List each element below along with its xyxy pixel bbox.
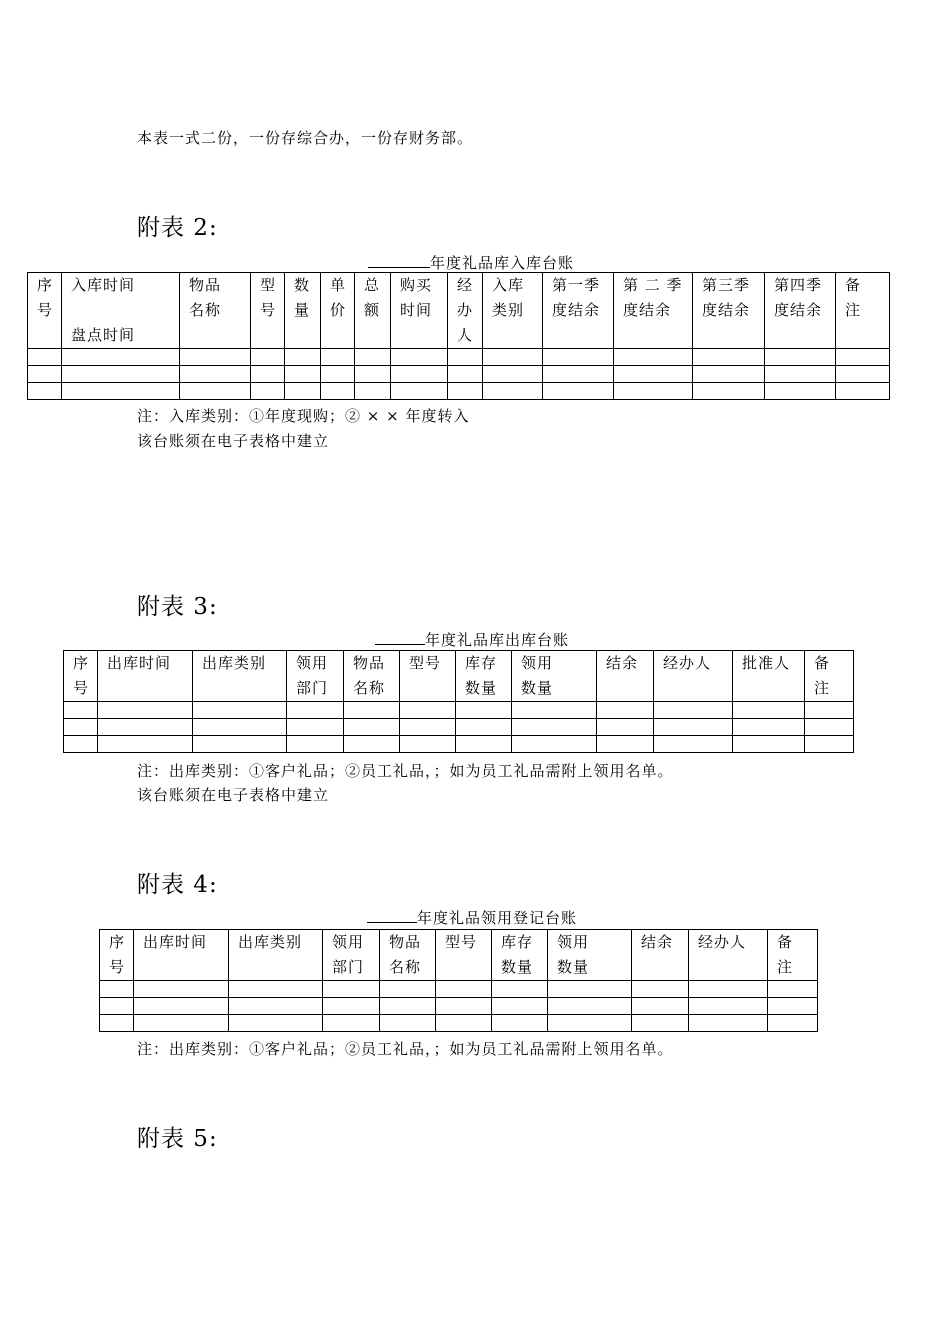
table-row — [28, 349, 890, 366]
appendix3-header-row — [64, 651, 854, 702]
header-cell: 购买 时间 — [391, 273, 448, 349]
header-cell: 备 注 — [836, 273, 890, 349]
header-cell: 出库时间 — [98, 651, 193, 702]
header-cell: 出库类别 — [193, 651, 287, 702]
header-cell: 型号 — [400, 651, 456, 702]
header-cell: 备 注 — [805, 651, 854, 702]
appendix3-title-text: 年度礼品库出库台账 — [425, 631, 570, 649]
year-blank — [367, 910, 417, 923]
appendix5-heading: 附表 5: — [137, 1126, 218, 1152]
appendix2-note-2: 该台账须在电子表格中建立 — [137, 432, 330, 450]
header-cell: 领用 部门 — [287, 651, 344, 702]
appendix2-title-text: 年度礼品库入库台账 — [430, 254, 575, 272]
header-cell: 物品 名称 — [380, 930, 436, 981]
appendix4-note-1: 注：出库类别：①客户礼品；②员工礼品，；如为员工礼品需附上领用名单。 — [137, 1040, 674, 1058]
header-cell: 备 注 — [768, 930, 818, 981]
table-row — [28, 366, 890, 383]
header-cell: 领用 数量 — [548, 930, 632, 981]
header-cell: 第三季 度结余 — [693, 273, 765, 349]
header-cell: 单 价 — [321, 273, 355, 349]
table-row — [100, 998, 818, 1015]
header-cell: 经办人 — [654, 651, 733, 702]
header-cell: 库存 数量 — [456, 651, 512, 702]
header-cell: 型 号 — [251, 273, 285, 349]
table-row — [100, 1015, 818, 1032]
table-row — [28, 383, 890, 400]
year-blank — [368, 255, 430, 268]
header-cell: 经办人 — [689, 930, 768, 981]
appendix3-heading: 附表 3: — [137, 594, 218, 620]
appendix3-table — [63, 650, 854, 753]
appendix2-note-1: 注：入库类别：①年度现购；② × × 年度转入 — [137, 407, 470, 425]
appendix4-header-row — [100, 930, 818, 981]
appendix4-heading: 附表 4: — [137, 872, 218, 898]
appendix2-header-row — [28, 273, 890, 349]
header-cell: 第一季 度结余 — [543, 273, 614, 349]
appendix4-title-text: 年度礼品领用登记台账 — [417, 909, 578, 927]
header-cell: 第四季 度结余 — [765, 273, 836, 349]
header-cell: 数 量 — [285, 273, 321, 349]
appendix3-note-2: 该台账须在电子表格中建立 — [137, 786, 330, 804]
header-cell: 型号 — [436, 930, 492, 981]
appendix2-title — [368, 252, 574, 273]
header-cell: 结余 — [632, 930, 689, 981]
year-blank — [375, 632, 425, 645]
table-row — [64, 736, 854, 753]
appendix2-table — [27, 272, 890, 400]
header-cell: 出库类别 — [229, 930, 323, 981]
header-cell: 经 办 人 — [448, 273, 483, 349]
header-cell: 物品 名称 — [180, 273, 251, 349]
header-cell: 入库时间 盘点时间 — [62, 273, 180, 349]
header-cell: 序 号 — [100, 930, 134, 981]
header-cell: 批准人 — [733, 651, 805, 702]
header-cell: 物品 名称 — [344, 651, 400, 702]
appendix3-note-1: 注：出库类别：①客户礼品；②员工礼品，；如为员工礼品需附上领用名单。 — [137, 762, 674, 780]
header-cell: 总 额 — [355, 273, 391, 349]
header-cell: 第 二 季 度结余 — [614, 273, 693, 349]
table-row — [64, 719, 854, 736]
table-row — [100, 981, 818, 998]
table-row — [64, 702, 854, 719]
header-cell: 序 号 — [28, 273, 62, 349]
header-cell: 结余 — [597, 651, 654, 702]
header-cell: 库存 数量 — [492, 930, 548, 981]
header-cell: 出库时间 — [134, 930, 229, 981]
appendix4-title — [367, 907, 577, 928]
header-cell: 入库 类别 — [483, 273, 543, 349]
intro-note: 本表一式二份，一份存综合办，一份存财务部。 — [137, 129, 474, 147]
header-cell: 领用 数量 — [512, 651, 597, 702]
appendix4-table — [99, 929, 818, 1032]
appendix3-title — [375, 629, 569, 650]
appendix2-heading: 附表 2: — [137, 215, 218, 241]
header-cell: 序 号 — [64, 651, 98, 702]
header-cell: 领用 部门 — [323, 930, 380, 981]
